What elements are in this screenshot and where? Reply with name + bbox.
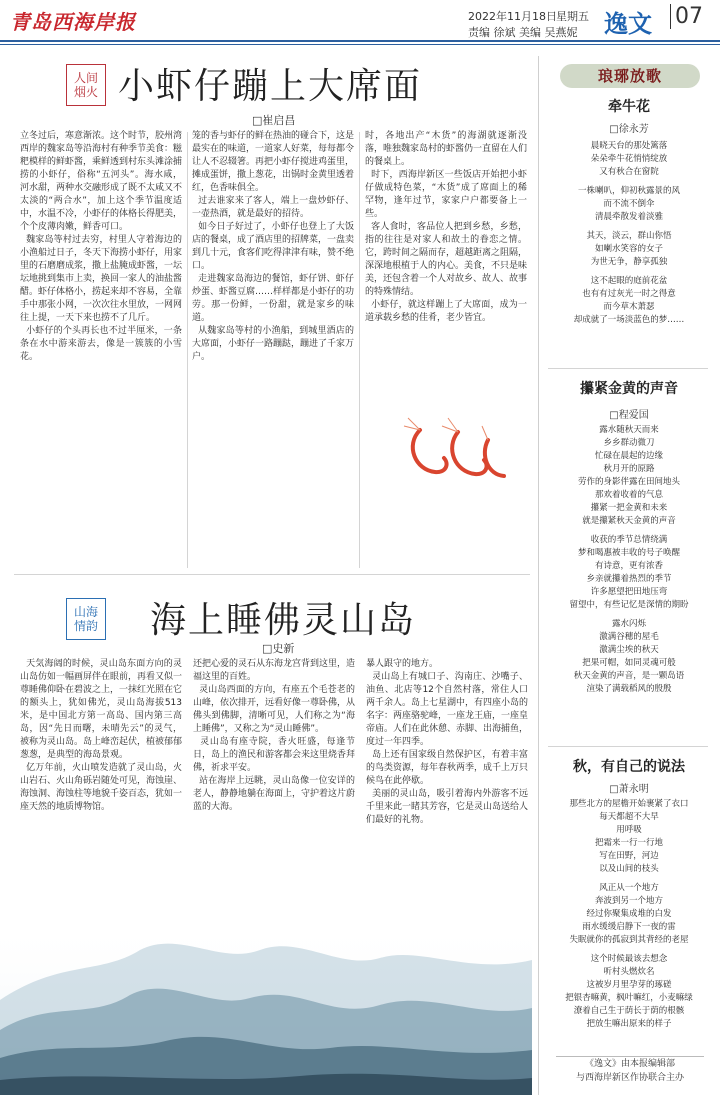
poem-line: 每天都超不大早 <box>599 812 659 822</box>
poem-line: 把果可帽，如同灵魂可般 <box>582 658 676 668</box>
poem-line: 又有秋合在窗院 <box>599 167 659 177</box>
section-divider <box>14 574 530 575</box>
tag-line: 烟火 <box>73 85 98 99</box>
designer-name: 吴燕妮 <box>544 26 578 39</box>
tag-line: 人间 <box>73 71 98 85</box>
designer-label: 美编 <box>519 26 541 39</box>
poem-line: 为世无争，静享孤独 <box>590 257 668 267</box>
poem-line: 许多愿望把田地压弯 <box>590 587 668 597</box>
poem-line: 而不流不倒伞 <box>603 199 655 209</box>
poem-line: 露水闪烁 <box>611 619 646 629</box>
poem-title: 秋，有自己的说法 <box>573 759 685 775</box>
tag-line: 情韵 <box>73 619 98 633</box>
poem-line: 晨晓天台的那处篱落 <box>590 141 668 151</box>
poem-line: 收获的季节总情绕满 <box>590 535 668 545</box>
poem-line: 这被岁月里孕芽的琢磋 <box>586 980 672 990</box>
article-headline: 海上睡佛灵山岛 <box>150 600 417 641</box>
article-headline: 小虾仔蹦上大席面 <box>118 66 423 107</box>
article-byline: □史新 <box>262 642 295 655</box>
poem-line: 奔波到另一个地方 <box>594 896 663 906</box>
poem-divider <box>548 368 708 369</box>
article-column: 笼的香与虾仔的鲜在热油的碰合下，这是最实在的味道，一道家人好菜，每每都令让人不忍辍箸。再把小虾仔搅进鸡蛋里，摊成蛋饼，撒上葱花，出锅时金黄里透着红，色香味俱全。 过去谁家来了客人，端上一盘炒虾仔、一壶热酒，就是最好的招待。 如今日子好过了，小虾仔也登上了大饭店的餐桌，成了酒店里的招牌菜，一盘卖到几十元，食客们吃得津津有味，赞不绝口。 走进魏家岛海边的餐馆，虾仔饼、虾仔炒蛋、虾酱豆腐……样样都是小虾仔的功劳。那一份鲜，一份甜，就是家乡的味道。 从魏家岛等村的小渔船，到城里酒店的大席面，小虾仔一路蹦跶，蹦进了千家万户。 <box>192 131 354 362</box>
issue-weekday: 星期五 <box>556 10 589 23</box>
column-tag-renjian <box>66 64 106 106</box>
poem-line: 忙碌在晨起的边缘 <box>594 451 663 461</box>
poem-line: 也有有过灰光一时之得意 <box>582 289 676 299</box>
poem-line: 渲染了满载稻风的殷殷 <box>586 684 672 694</box>
article-column: 时，各地出产“木货”的海湖就逐渐没落，唯独魏家岛村的虾酱仍一直留在人们的餐桌上。 时下，西海岸新区一些饭店开始把小虾仔做成特色菜，“木货”成了席面上的稀罕物，逢年过节，家家户户都要备上一些。 客人食时，客品位人把到乡愁，乡愁，指的往往是对家人和故土的眷恋之情。它，跨时间之隔而存，超越距离之阻隔，深深地根植于人的内心。美食，不只是味美，还包含着一个人对故乡、故人、故事的特殊情结。 小虾仔，就这样蹦上了大席面，成为一道承载乡愁的佳肴，老少皆宜。 <box>365 131 527 323</box>
footer-line: 《逸文》由本报编辑部 <box>584 1059 675 1069</box>
editor-credits <box>468 24 578 40</box>
poem-title: 攥紧金黄的声音 <box>580 381 678 397</box>
poem-line: 就是攥紧秋天金黄的声音 <box>582 516 676 526</box>
column-divider <box>187 132 188 568</box>
poem-line: 把霜来一行一行地 <box>594 838 663 848</box>
poem-line: 这不起眼的庭前花盆 <box>590 276 668 286</box>
poem-divider <box>548 746 708 747</box>
poem-line: 劳作的身影伴露在田间地头 <box>577 477 680 487</box>
sidebar-divider <box>538 56 539 1095</box>
poem-line: 这个时候最该去想念 <box>590 954 668 964</box>
section-title: 逸文 <box>604 10 652 38</box>
poem-line: 写在田野，河边 <box>599 851 659 861</box>
sidebar-footer <box>556 1056 704 1089</box>
poem-line: 有诗意，更有浓香 <box>594 561 663 571</box>
poem-line: 攥紧一把金黄和未来 <box>590 503 668 513</box>
poem-author: □萧永明 <box>609 784 649 795</box>
poem-line: 留望中，有些记忆是深情的期盼 <box>569 600 689 610</box>
poem-line: 乡亲就攥着热烈的季节 <box>586 574 672 584</box>
issue-date: 2022年11月18日 <box>468 10 557 23</box>
poem-line: 失眠就你的孤寂到其背经的老屋 <box>569 935 689 945</box>
poem-title: 牵牛花 <box>608 99 650 115</box>
editor-label: 责编 <box>468 26 490 39</box>
column-divider <box>359 132 360 568</box>
poem-body <box>544 798 714 1052</box>
poem-line: 秋天金黄的声音，是一颗岛语 <box>573 671 685 681</box>
poem-line: 秋月开的原路 <box>603 464 655 474</box>
article-column: 立冬过后，寒意渐浓。这个时节，胶州湾西岸的魏家岛等沿海村有种季节美食：糍粑模样的鲜虾酱，乘鲜透到村东头滩涂捕捞的小虾仔，俗称“五河头”。海水咸，河水甜，两种水交融形成了既不太咸又不太淡的“两合水”，加上这个季节温度适中，水温不冷，小虾仔的体格长得肥美，个个皮薄肉嫩，鲜香可口。 魏家岛等村过去穷，村里人守着海边的小渔船过日子，冬天下海捞小虾仔，用家里的石磨磨成浆，撒上盐腌成虾酱，一坛坛地挑到集市上卖，换回一家人的油盐酱醋。虾仔体格小，捞起来却不容易，全靠手中那张小网，一次次往水里放，一网网往上提，一天下来也捞不了几斤。 小虾仔的个头再长也不过半厘米，一条条在水中游来游去，像是一簇簇的小雪花。 <box>20 131 182 362</box>
poem-line: 以及山间的枝头 <box>599 864 659 874</box>
poem-line: 激满谷穗的屋毛 <box>599 632 659 642</box>
poem-line: 乡乡群动微刀 <box>603 438 655 448</box>
article-byline: □崔启昌 <box>252 114 296 127</box>
masthead-rule <box>0 40 720 42</box>
mountain-landscape-painting <box>0 880 532 1095</box>
poem-line: 把银杏嘛黄，枫叶嘛红，小麦嘛绿 <box>565 993 693 1003</box>
poem-line: 潦着自己生于荫长于荫的根骸 <box>573 1006 685 1016</box>
editor-name: 徐斌 <box>493 26 516 39</box>
poem-line: 却成就了一场淡蓝色的梦…… <box>573 315 685 325</box>
poem-line: 清晨牵散发着淡雅 <box>594 212 663 222</box>
poem-author: □徐永芳 <box>609 124 649 135</box>
poem-body <box>544 424 714 738</box>
poem-line: 经过你聚集成堆的白发 <box>586 909 672 919</box>
article-column: 天気海阔的时候，灵山岛东面方向的灵山岛仿如一幅画屏伴在眼前，再看又似一尊睡佛仰卧在碧波之上，一抹红光照在它的额头上，犹如佛光，灵山岛海拔513米，是中国北方第一高岛、国内第三高岛，因“先日而曙，未晴先云”的灵气，被称为灵山岛。岛上峰峦起伏，植被郁郁葱葱，是典型的海岛景观。 亿万年前，火山喷发造就了灵山岛，火山岩石、火山角砾岩随处可见，海蚀崖、海蚀洞、海蚀柱等地貌千姿百态，犹如一座天然的地质博物馆。 <box>20 659 182 812</box>
poem-line: 如喇水笑容的女子 <box>594 244 663 254</box>
poem-line: 风正从一个地方 <box>599 883 659 893</box>
poem-line: 其天，淡云，群山你悟 <box>586 231 672 241</box>
masthead-rule-thin <box>0 44 720 45</box>
newspaper-logo: 青岛西海岸报 <box>10 10 136 34</box>
poem-line: 雨水缓缓启静下一夜的雷 <box>582 922 676 932</box>
poem-author: □程爱国 <box>609 410 649 421</box>
article-column: 还把心爱的灵石从东海龙宫背到这里，造福这里的百姓。 灵山岛西面的方向，有座五个毛苍老的山峰，依次排开，远看好像一尊卧佛，从佛头到佛脚，清晰可见，人们称之为“海上睡佛”，又称之为“灵山睡佛”。 灵山岛有座寺院，香火旺盛，每逢节日，岛上的渔民和游客都会来这里烧香拜佛，祈求平安。 站在海岸上远眺，灵山岛像一位安详的老人，静静地躺在海面上，守护着这片蔚蓝的大海。 <box>193 659 355 812</box>
poem-line: 用呼吸 <box>616 825 642 835</box>
poem-line: 听村头燃炊名 <box>603 967 655 977</box>
poem-line: 把放生嘛出原来的样子 <box>586 1019 672 1029</box>
tag-line: 山海 <box>73 605 98 619</box>
poem-line: 朵朵牵牛花悄悄绽放 <box>590 154 668 164</box>
shrimp-icon <box>413 430 504 476</box>
poem-body <box>544 140 714 362</box>
poem-line: 梦和喝惠被丰收的号子唤醒 <box>577 548 680 558</box>
shrimp-illustration <box>400 410 510 495</box>
poem-line: 那欢着收着的气息 <box>594 490 663 500</box>
page-number: 07 <box>670 4 703 29</box>
poem-line: 一株喇叭，仰初秋露景的风 <box>577 186 680 196</box>
poem-line: 那些北方的屋檐开始裹紧了衣口 <box>569 799 689 809</box>
poem-line: 激满尘埃的秋天 <box>599 645 659 655</box>
poem-line: 而今草木萧瑟 <box>603 302 655 312</box>
column-tag-shanhai <box>66 598 106 640</box>
footer-line: 与西海岸新区作协联合主办 <box>575 1073 684 1083</box>
poem-line: 露水随秋天而来 <box>599 425 659 435</box>
article-column: 暴人跟守的地方。 灵山岛上有城口子、沟南庄、沙嘴子、油鱼、北店等12个自然村落，常住人口两千余人。岛上七星湖中，有四座小岛的名字：两座骆驼峰，一座龙王庙，一座皇帝庙。人们在此休憩、赤脚、出海捕鱼，度过一年四季。 岛上还有国家级自然保护区，有着丰富的鸟类资源，每年春秋两季，成千上万只候鸟在此停歇。 美丽的灵山岛，吸引着海内外游客不远千里来此一睹其芳容，它是灵山岛送给人们最好的礼物。 <box>366 659 528 825</box>
sidebar-banner: 琅琊放歌 <box>560 64 700 88</box>
